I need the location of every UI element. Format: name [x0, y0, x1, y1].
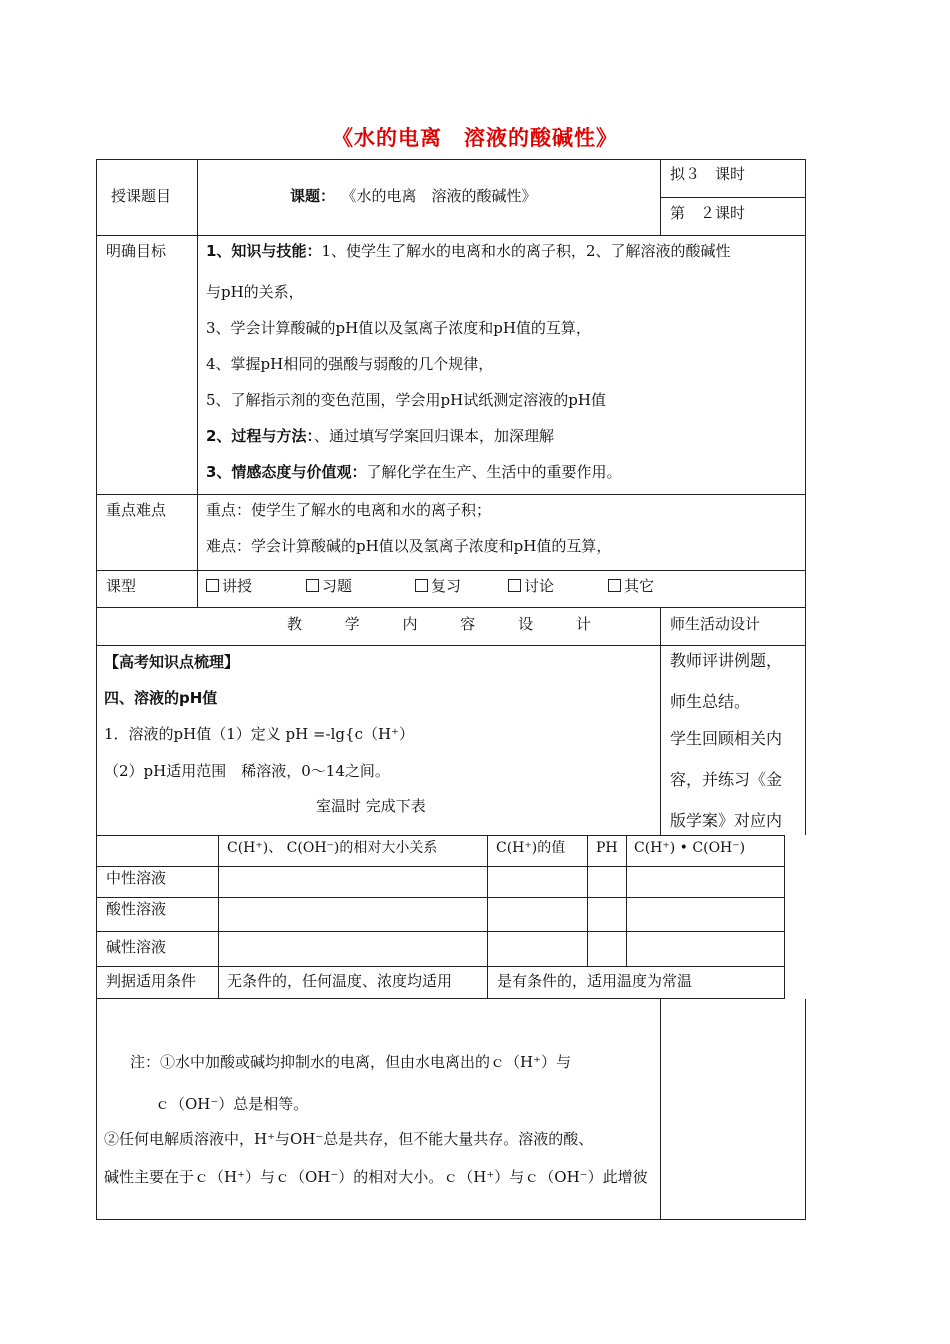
table-header-ph: PH — [596, 840, 618, 856]
checkbox-icon[interactable] — [608, 579, 621, 592]
goals-line-4: 4、掌握pH相同的强酸与弱酸的几个规律， — [206, 355, 494, 373]
topic-row-label: 授课题目 — [111, 187, 172, 205]
activity-line-2: 师生总结。 — [670, 692, 751, 711]
note-1-line-2: ｃ（OH⁻）总是相等。 — [155, 1095, 309, 1113]
note-2-line-1: ②任何电解质溶液中，H⁺与OH⁻总是共存，但不能大量共存。溶液的酸、 — [104, 1130, 594, 1148]
lesson-type-option-3[interactable]: 复习 — [415, 576, 461, 596]
section-heading: 四、溶液的pH值 — [104, 689, 218, 707]
criteria-right: 是有条件的，适用温度为常温 — [497, 972, 693, 990]
keypoints-label: 重点难点 — [106, 501, 167, 519]
lesson-type-option-1[interactable]: 讲授 — [206, 576, 252, 596]
goals-attitude-text: 了解化学在生产、生活中的重要作用。 — [366, 463, 622, 481]
goals-attitude-heading: 3、情感态度与价值观： — [206, 463, 367, 481]
note-2-line-2: 碱性主要在于ｃ（H⁺）与ｃ（OH⁻）的相对大小。ｃ（H⁺）与ｃ（OH⁻）此增彼 — [104, 1168, 648, 1186]
topic-value: 《水的电离 溶液的酸碱性》 — [349, 187, 537, 205]
section-tag: 【高考知识点梳理】 — [104, 653, 240, 671]
checkbox-icon[interactable] — [206, 579, 219, 592]
note-1-line-1: 注：①水中加酸或碱均抑制水的电离，但由水电离出的ｃ（H⁺）与 — [130, 1053, 572, 1071]
criteria-left: 无条件的，任何温度、浓度均适用 — [227, 972, 453, 990]
goals-line-7 — [206, 462, 621, 482]
topic-title — [290, 186, 537, 206]
planned-sessions: 拟３ 课时 — [670, 165, 746, 183]
goals-line-2: 与pH的关系， — [206, 283, 304, 301]
checkbox-icon[interactable] — [306, 579, 319, 592]
table-header-product: C(H⁺) • C(OH⁻) — [634, 840, 746, 856]
goals-knowledge-text: 1、使学生了解水的电离和水的离子积，2、了解溶液的酸碱性 — [321, 242, 731, 260]
goals-label: 明确目标 — [106, 242, 167, 260]
keypoints-difficulty: 难点：学会计算酸碱的pH值以及氢离子浓度和pH值的互算， — [206, 537, 612, 555]
goals-process-heading: 2、过程与方法： — [206, 427, 314, 445]
table-row-acidic: 酸性溶液 — [106, 900, 167, 918]
lesson-type-label: 课型 — [106, 577, 137, 595]
current-session: 第 ２课时 — [670, 204, 746, 222]
ph-definition: 1．溶液的pH值（1）定义 pH =-lg{c（H⁺） — [104, 725, 414, 743]
goals-line-1 — [206, 241, 731, 261]
goals-line-5: 5、了解指示剂的变色范围，学会用pH试纸测定溶液的pH值 — [206, 391, 606, 409]
ph-range: （2）pH适用范围 稀溶液，0～14之间。 — [104, 762, 390, 780]
design-header: 教 学 内 容 设 计 — [287, 615, 610, 633]
table-row-criteria: 判据适用条件 — [106, 972, 197, 990]
lesson-type-option-2[interactable]: 习题 — [306, 576, 352, 596]
goals-line-6 — [206, 426, 554, 446]
table-row-basic: 碱性溶液 — [106, 938, 167, 956]
goals-knowledge-heading: 1、知识与技能： — [206, 242, 322, 260]
table-header-relation: C(H⁺)、 C(OH⁻)的相对大小关系 — [227, 840, 438, 856]
document-title: 《水的电离 溶液的酸碱性》 — [332, 126, 618, 150]
lesson-type-option-5[interactable]: 其它 — [608, 576, 654, 596]
topic-label: 课题： — [290, 187, 336, 205]
activity-line-1: 教师评讲例题， — [670, 651, 783, 670]
keypoints-focus: 重点：使学生了解水的电离和水的离子积； — [206, 501, 492, 519]
table-caption: 室温时 完成下表 — [316, 797, 426, 815]
checkbox-icon[interactable] — [415, 579, 428, 592]
activity-line-3: 学生回顾相关内 — [670, 729, 783, 748]
activity-header: 师生活动设计 — [670, 615, 761, 633]
table-row-neutral: 中性溶液 — [106, 869, 167, 887]
goals-process-text: 、通过填写学案回归课本，加深理解 — [313, 427, 554, 445]
activity-line-4: 容，并练习《金 — [670, 770, 783, 789]
table-header-h-value: C(H⁺)的值 — [496, 840, 566, 856]
activity-line-5: 版学案》对应内 — [670, 811, 783, 830]
goals-line-3: 3、学会计算酸碱的pH值以及氢离子浓度和pH值的互算， — [206, 319, 591, 337]
checkbox-icon[interactable] — [508, 579, 521, 592]
lesson-type-option-4[interactable]: 讨论 — [508, 576, 554, 596]
